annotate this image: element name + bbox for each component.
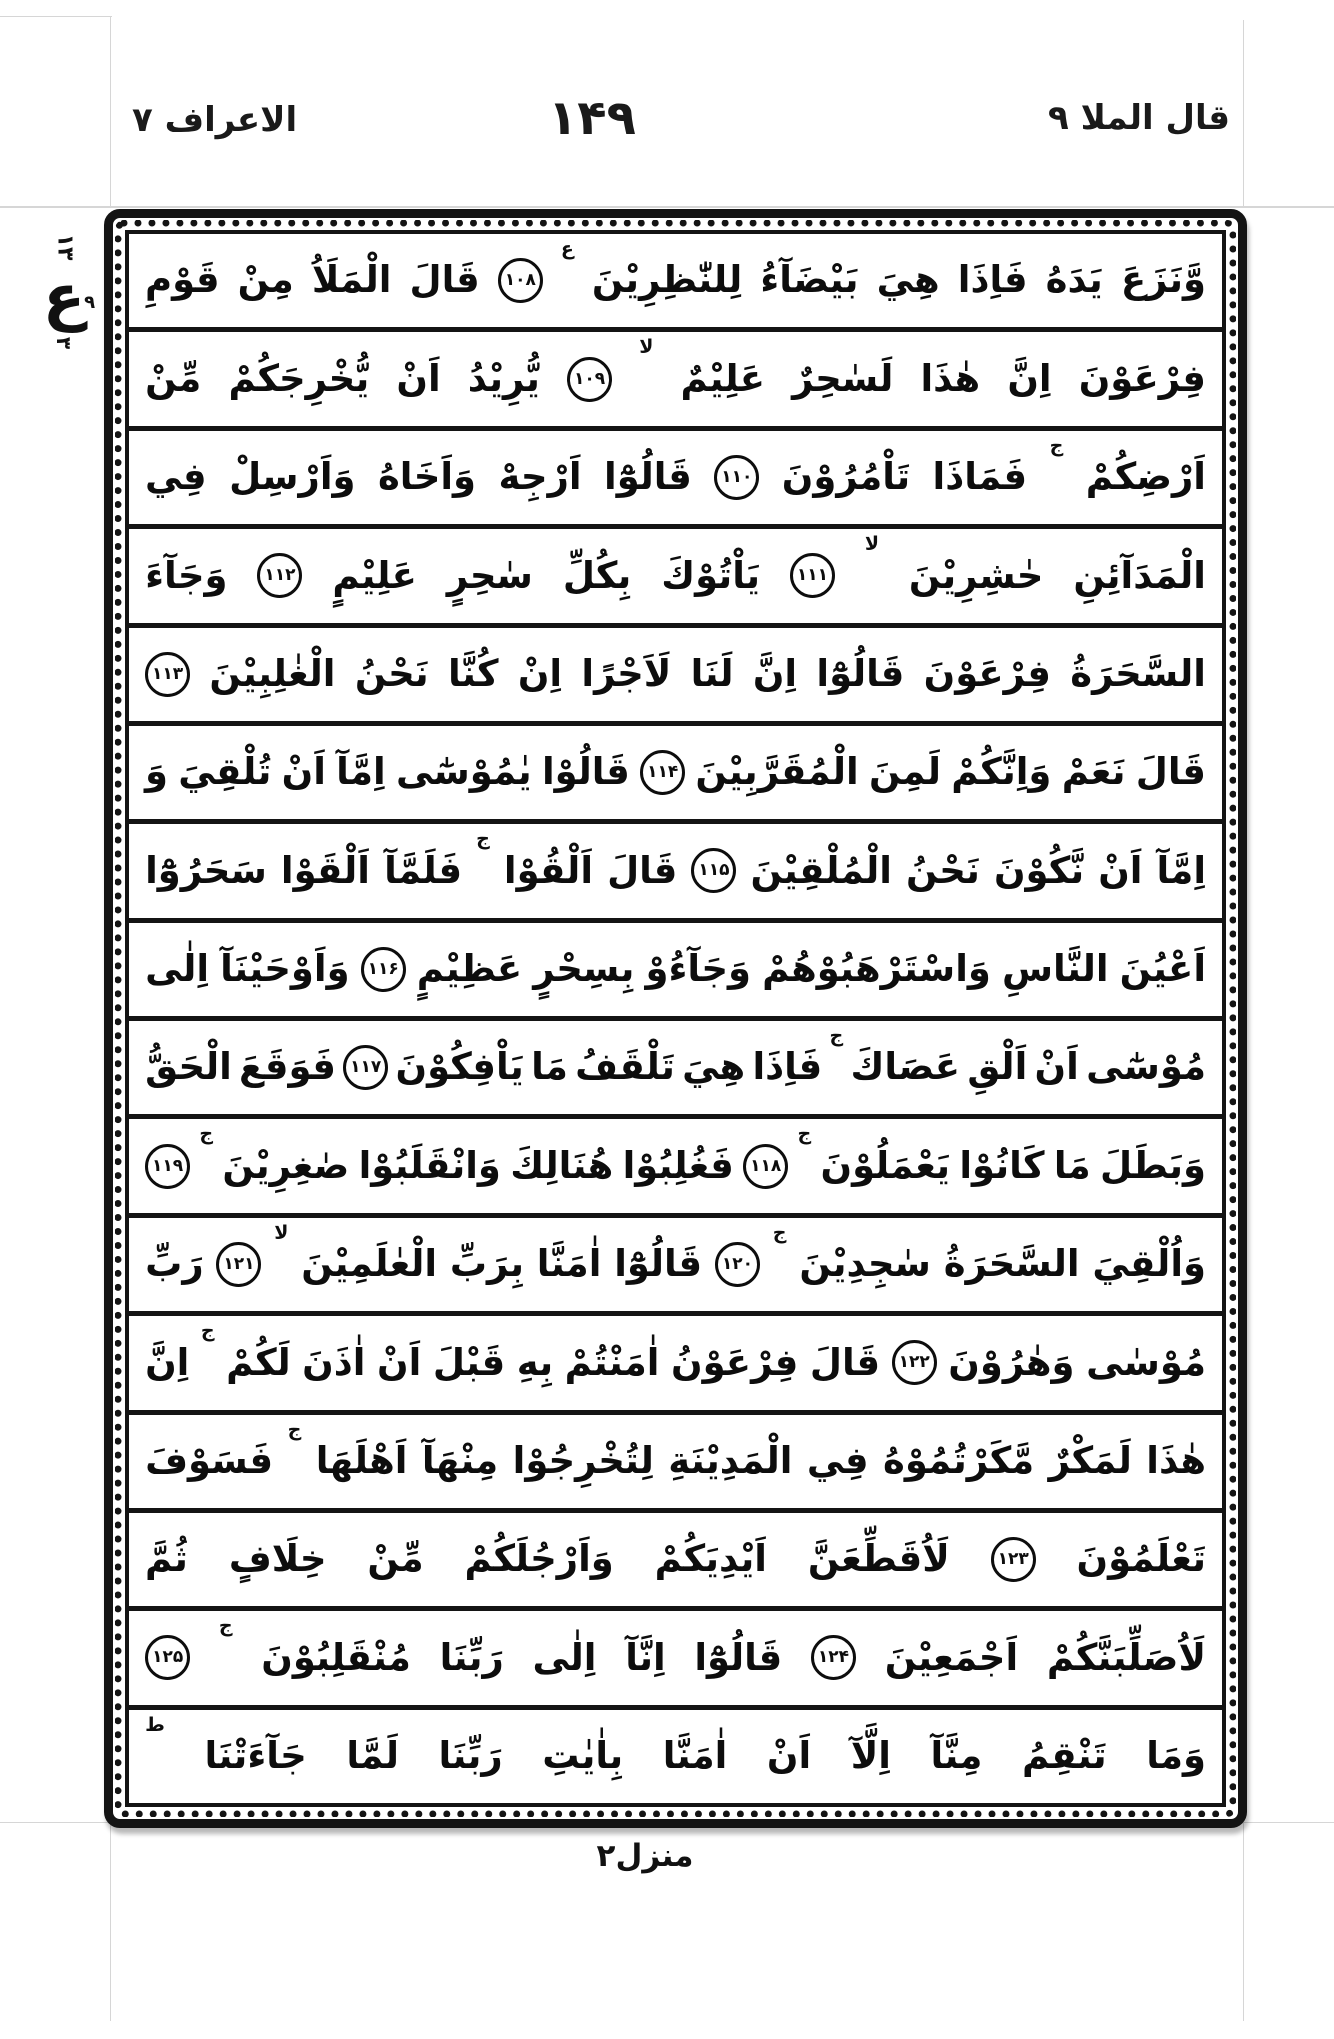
waqf-mark: ج — [829, 1025, 844, 1047]
quran-word: بِهِ — [516, 1340, 554, 1384]
quran-word: مِنَّآ — [930, 1734, 983, 1778]
quran-line — [129, 529, 1222, 627]
quran-word: مِنْ — [237, 258, 294, 302]
quran-word: اٰمَنَّا — [536, 1242, 602, 1286]
quran-word: سٰحِرٍ — [446, 553, 533, 597]
quran-word: نَحْنُ — [906, 848, 980, 892]
quran-word: عَصَاكَ — [850, 1045, 961, 1089]
quran-word: مُوْسٰى — [1086, 1340, 1206, 1384]
quran-word: الْمَدِيْنَةِ — [668, 1438, 793, 1482]
quran-word: اَنْ — [281, 750, 326, 794]
quran-word: اَيْدِيَكُمْ — [654, 1537, 767, 1581]
quran-word: الْعٰلَمِيْنَ — [301, 1242, 438, 1286]
quran-word: تَلْقَفُ — [575, 1045, 675, 1089]
quran-word: بِسِحْرٍ — [533, 947, 635, 991]
quran-word: حٰشِرِيْنَ — [908, 553, 1044, 597]
quran-word: فَاِذَا — [752, 1045, 823, 1089]
ruku-of-juz-number: ۳ — [52, 336, 76, 350]
waqf-mark: ج — [200, 1320, 215, 1343]
quran-word: قَالُوْٓا — [604, 455, 692, 499]
quran-word: صٰغِرِيْنَ — [222, 1143, 350, 1187]
quran-word: اَجْمَعِيْنَ — [884, 1635, 1019, 1679]
quran-text-frame — [104, 209, 1247, 1828]
quran-word: مَا — [1053, 1143, 1091, 1187]
quran-word: يَعْمَلُوْنَ — [820, 1143, 950, 1187]
quran-word: وَمَا — [1146, 1734, 1206, 1778]
quran-word: وَاَرْجُلَكُمْ — [464, 1537, 614, 1581]
quran-word: فِي — [145, 455, 207, 499]
quran-word: قَبْلَ — [432, 1340, 506, 1384]
quran-word: كَانُوْا — [959, 1143, 1045, 1187]
quran-word: عَلِيْمٍ — [332, 553, 417, 597]
quran-word: اِنَّ — [752, 651, 798, 695]
quran-word: يَاْفِكُوْنَ — [395, 1045, 524, 1089]
quran-word: مَّكَرْتُمُوْهُ — [883, 1438, 1035, 1482]
quran-word: اِنَّ — [145, 1340, 190, 1384]
page-number: ۱۴۹ — [548, 90, 636, 146]
quran-word: لَمِنَ — [869, 750, 942, 794]
quran-word: لَسٰحِرٌ — [792, 356, 894, 400]
quran-word: هِيَ — [876, 258, 940, 302]
quran-word: اَنْ — [1098, 848, 1143, 892]
quran-word: فَغُلِبُوْا — [622, 1143, 734, 1187]
quran-line — [129, 628, 1222, 726]
quran-word: رَبِّنَا — [438, 1734, 503, 1778]
quran-word: وَهٰرُوْنَ — [948, 1340, 1075, 1384]
verse-number-badge: ۱۱۷ — [343, 1045, 388, 1090]
quran-line — [129, 1218, 1222, 1316]
quran-word: اِلٰى — [145, 947, 210, 991]
quran-word: يُّرِيْدُ — [467, 356, 540, 400]
quran-word: السَّحَرَةُ — [943, 1242, 1080, 1286]
quran-word: لَمَّا — [346, 1734, 399, 1778]
quran-word: تُلْقِيَ — [178, 750, 272, 794]
quran-line — [129, 431, 1222, 529]
quran-word: فِي — [806, 1438, 869, 1482]
quran-word: اٰذَنَ — [302, 1340, 366, 1384]
verse-number-badge: ۱۲۴ — [811, 1635, 856, 1680]
quran-word: قَالَ — [409, 258, 480, 302]
quran-word: اِنَّآ — [625, 1635, 666, 1679]
manzil-label: منزل۲ — [596, 1838, 694, 1874]
quran-word: سَحَرُوْٓا — [145, 848, 267, 892]
quran-word: نَحْنُ — [354, 651, 429, 695]
quran-word: خِلَافٍ — [228, 1537, 327, 1581]
quran-word: اِلٰى — [532, 1635, 597, 1679]
quran-word: فَوَقَعَ — [239, 1045, 336, 1089]
quran-word: اِمَّآ — [1156, 848, 1206, 892]
waqf-mark: ط — [145, 1713, 165, 1736]
ruku-ayn-symbol — [42, 260, 96, 333]
verse-number-badge: ۱۱۱ — [790, 553, 835, 598]
waqf-mark: ج — [797, 1123, 812, 1146]
quran-word: الْحَقُّ — [145, 1045, 232, 1089]
scan-line-horizontal-top — [0, 206, 1334, 208]
quran-word: فَسَوْفَ — [145, 1438, 274, 1482]
quran-word: الْمَدَآئِنِ — [1073, 553, 1206, 597]
quran-word: بَيْضَآءُ — [760, 258, 859, 302]
quran-word: فِرْعَوْنَ — [923, 651, 1051, 695]
quran-word: وَاُلْقِيَ — [1092, 1242, 1206, 1286]
quran-line — [129, 923, 1222, 1021]
quran-line — [129, 332, 1222, 430]
quran-word: قَوْمِ — [145, 258, 220, 302]
quran-word: فَمَاذَا — [932, 455, 1028, 499]
quran-word: اَرْضِكُمْ — [1085, 455, 1206, 499]
ayn-letter: ع — [42, 260, 86, 333]
quran-word: بِرَبِّ — [449, 1242, 524, 1286]
quran-word: تَاْمُرُوْنَ — [781, 455, 911, 499]
verse-number-badge: ۱۱۸ — [743, 1144, 788, 1189]
quran-word: لِتُخْرِجُوْا — [512, 1438, 654, 1482]
surah-name-header: الاعراف ۷ — [132, 100, 298, 140]
quran-word: قَالَ — [607, 848, 678, 892]
scan-line-top-left — [0, 16, 112, 17]
verse-number-badge: ۱۱۵ — [691, 848, 736, 893]
verse-number-badge: ۱۰۸ — [498, 258, 543, 303]
quran-word: مُنْقَلِبُوْنَ — [261, 1635, 411, 1679]
verse-number-badge: ۱۲۲ — [892, 1340, 937, 1385]
scan-line-vertical-right-top — [1243, 20, 1244, 207]
verse-number-badge: ۱۲۱ — [216, 1242, 261, 1287]
waqf-mark: ج — [287, 1418, 302, 1441]
quran-word: وَجَآءَ — [145, 553, 228, 597]
quran-word: كُنَّا — [447, 651, 499, 695]
quran-word: فَاِذَا — [957, 258, 1028, 302]
quran-line — [129, 1021, 1222, 1119]
quran-word: الْمَلَاُ — [311, 258, 392, 302]
scan-line-vertical-left-top — [110, 16, 111, 207]
quran-word: هُنَالِكَ — [510, 1143, 614, 1187]
quran-word: وَ — [145, 750, 168, 794]
quran-word: هِيَ — [682, 1045, 746, 1089]
waqf-mark: لا — [274, 1221, 289, 1244]
waqf-mark: ع — [560, 238, 574, 260]
waqf-mark: ج — [199, 1123, 214, 1146]
quran-line — [129, 1611, 1222, 1709]
quran-word: بِاٰيٰتِ — [542, 1734, 624, 1778]
quran-word: اَعْيُنَ — [1119, 947, 1206, 991]
quran-word: لَاُقَطِّعَنَّ — [807, 1537, 950, 1581]
quran-word: عَظِيْمٍ — [416, 947, 523, 991]
quran-word: قَالُوْٓا — [614, 1242, 703, 1286]
quran-word: اَهْلَهَا — [315, 1438, 408, 1482]
waqf-mark: ج — [218, 1615, 233, 1638]
quran-line — [129, 1119, 1222, 1217]
quran-word: هٰذَا — [1146, 1438, 1206, 1482]
quran-word: مِّنْ — [145, 356, 202, 400]
quran-word: لَنَا — [690, 651, 734, 695]
quran-word: رَبِّنَا — [439, 1635, 504, 1679]
quran-word: اِلَّآ — [850, 1734, 891, 1778]
quran-word: لَمَكْرٌ — [1048, 1438, 1132, 1482]
quran-word: رَبِّ — [145, 1242, 204, 1286]
verse-number-badge: ۱۱۴ — [640, 750, 685, 795]
quran-word: وَاَخَاهُ — [377, 455, 477, 499]
quran-word: لَكُمْ — [226, 1340, 291, 1384]
quran-word: مُوْسٰٓى — [1086, 1045, 1206, 1089]
quran-line — [129, 1316, 1222, 1414]
verse-number-badge: ۱۱۹ — [145, 1144, 190, 1189]
quran-word: بِكُلِّ — [562, 553, 632, 597]
quran-word: قَالُوْا — [541, 750, 630, 794]
ruku-of-surah-number: ۱۳ — [51, 233, 77, 261]
quran-word: الْمُلْقِيْنَ — [750, 848, 892, 892]
quran-word: مِنْهَآ — [421, 1438, 499, 1482]
quran-line — [129, 726, 1222, 824]
verse-number-badge: ۱۱۳ — [145, 652, 190, 697]
quran-word: جَآءَتْنَا — [204, 1734, 307, 1778]
quran-word: وَاِنَّكُمْ — [951, 750, 1052, 794]
juz-name-header: قال الملا ۹ — [1048, 98, 1230, 138]
quran-word: نَّكُوْنَ — [993, 848, 1085, 892]
verse-number-badge: ۱۲۵ — [145, 1635, 190, 1680]
quran-word: فَلَمَّآ — [384, 848, 463, 892]
quran-word: عَلِيْمٌ — [680, 356, 765, 400]
quran-word: اَلْقِ — [967, 1045, 1028, 1089]
waqf-mark: ج — [772, 1221, 787, 1244]
quran-word: ثُمَّ — [145, 1537, 188, 1581]
decorative-dotted-border — [115, 220, 1236, 1817]
quran-word: يٰمُوْسٰٓى — [395, 750, 532, 794]
waqf-mark: ج — [476, 828, 490, 851]
quran-word: يَدَهُ — [1045, 258, 1103, 302]
quran-word: نَعَمْ — [1061, 750, 1126, 794]
quran-word: اَرْجِهْ — [498, 455, 582, 499]
quran-word: تَنْقِمُ — [1021, 1734, 1107, 1778]
quran-word: النَّاسِ — [1001, 947, 1109, 991]
quran-word: اِنْ — [517, 651, 563, 695]
quran-word: وَجَآءُوْ — [645, 947, 751, 991]
verse-number-badge: ۱۰۹ — [567, 357, 612, 402]
waqf-mark: لا — [639, 336, 654, 359]
quran-word: اٰمَنَّا — [662, 1734, 728, 1778]
quran-word: اَنْ — [396, 356, 441, 400]
quran-word: مِّنْ — [367, 1537, 424, 1581]
quran-word: اِنَّ — [1007, 356, 1052, 400]
quran-word: السَّحَرَةُ — [1070, 651, 1206, 695]
quran-word: مَا — [531, 1045, 568, 1089]
quran-line — [129, 1415, 1222, 1513]
quran-word: اَلْقَوْا — [280, 848, 370, 892]
quran-word: الْغٰلِبِيْنَ — [209, 651, 336, 695]
waqf-mark: ج — [1049, 434, 1064, 457]
quran-lines — [125, 230, 1226, 1807]
ruku-marker — [30, 233, 98, 353]
quran-word: وَانْقَلَبُوْا — [358, 1143, 501, 1187]
quran-word: هٰذَا — [920, 356, 981, 400]
quran-line — [129, 234, 1222, 332]
quran-word: قَالَ — [809, 1340, 881, 1384]
quran-word: اَنْ — [766, 1734, 812, 1778]
quran-word: لَاَجْرًا — [581, 651, 672, 695]
quran-word: قَالُوْٓا — [694, 1635, 783, 1679]
quran-line — [129, 1710, 1222, 1803]
quran-word: وَاَرْسِلْ — [229, 455, 356, 499]
quran-word: لِلنّٰظِرِيْنَ — [591, 258, 743, 302]
quran-word: يَاْتُوْكَ — [661, 553, 760, 597]
verse-number-badge: ۱۱۲ — [257, 553, 302, 598]
quran-word: الْمُقَرَّبِيْنَ — [695, 750, 859, 794]
ruku-ayah-count: ۹ — [84, 292, 96, 313]
quran-word: قَالُوْٓا — [816, 651, 905, 695]
quran-word: وَبَطَلَ — [1100, 1143, 1206, 1187]
quran-word: قَالَ — [1135, 750, 1206, 794]
quran-word: وَّنَزَعَ — [1120, 258, 1206, 302]
quran-word: وَاسْتَرْهَبُوْهُمْ — [762, 947, 991, 991]
quran-word: اَلْقُوْا — [503, 848, 594, 892]
quran-word: اِمَّآ — [336, 750, 386, 794]
verse-number-badge: ۱۱۶ — [361, 947, 406, 992]
quran-word: فِرْعَوْنُ — [671, 1340, 799, 1384]
quran-word: اٰمَنْتُمْ — [564, 1340, 660, 1384]
quran-line — [129, 824, 1222, 922]
quran-word: تَعْلَمُوْنَ — [1076, 1537, 1206, 1581]
quran-word: سٰجِدِيْنَ — [799, 1242, 931, 1286]
verse-number-badge: ۱۲۳ — [991, 1537, 1036, 1582]
quran-word: اَنْ — [1034, 1045, 1079, 1089]
quran-word: لَاُصَلِّبَنَّكُمْ — [1046, 1635, 1206, 1679]
quran-word: اَنْ — [377, 1340, 422, 1384]
quran-word: فِرْعَوْنَ — [1078, 356, 1206, 400]
verse-number-badge: ۱۱۰ — [714, 455, 759, 500]
quran-line — [129, 1513, 1222, 1611]
verse-number-badge: ۱۲۰ — [715, 1242, 760, 1287]
quran-word: وَاَوْحَيْنَآ — [220, 947, 350, 991]
waqf-mark: لا — [864, 533, 879, 556]
quran-word: يُّخْرِجَكُمْ — [228, 356, 370, 400]
